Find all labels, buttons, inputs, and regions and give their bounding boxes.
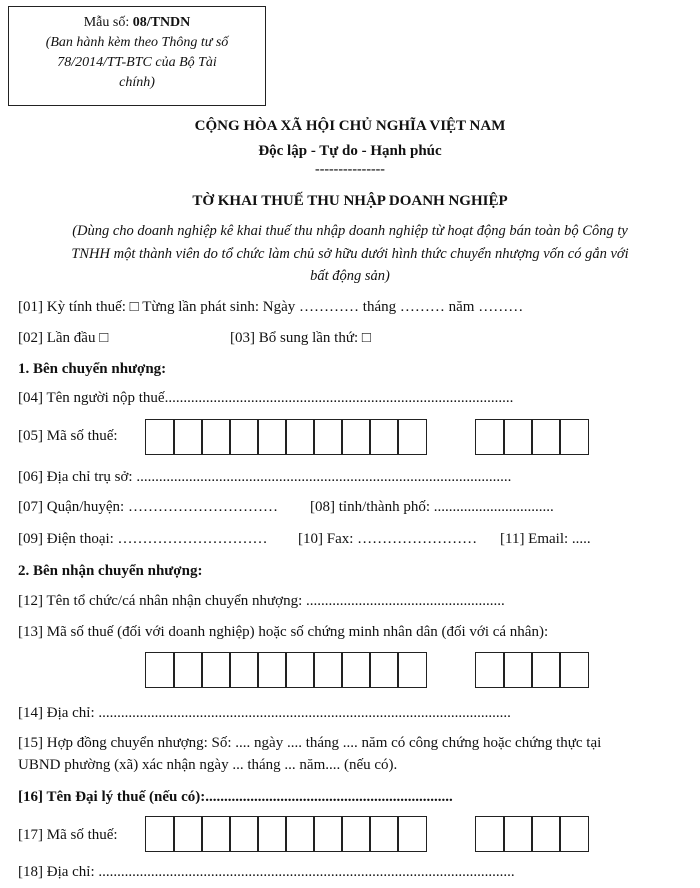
form-code-value: 08/TNDN	[132, 15, 191, 30]
field-14-address[interactable]: [14] Địa chỉ: ..............................................................................................................	[18, 705, 511, 721]
digit-box[interactable]	[475, 419, 505, 455]
section-2-transferee: 2. Bên nhận chuyển nhượng:	[18, 563, 203, 579]
field-15-contract-line1[interactable]: [15] Hợp đồng chuyển nhượng: Số: .... ngày .... tháng .... năm có công chứng hoặc chứng thực tại	[18, 735, 602, 751]
digit-box[interactable]	[341, 652, 371, 688]
digit-box[interactable]	[229, 419, 259, 455]
digit-box[interactable]	[559, 816, 589, 852]
field-05-tax-code-label: [05] Mã số thuế:	[18, 428, 118, 444]
field-09-phone[interactable]: [09] Điện thoại: …………………………	[18, 531, 268, 547]
digit-box[interactable]	[531, 419, 561, 455]
digit-box[interactable]	[397, 816, 427, 852]
digit-box[interactable]	[341, 816, 371, 852]
digit-box[interactable]	[313, 816, 343, 852]
digit-box[interactable]	[559, 419, 589, 455]
digit-box[interactable]	[397, 652, 427, 688]
subtitle-line2: TNHH một thành viên do tổ chức làm chủ sở hữu dưới hình thức chuyển nhượng vốn có gắn với	[71, 246, 629, 262]
tax-code-boxes-13[interactable]	[145, 652, 427, 688]
form-issued-line1: (Ban hành kèm theo Thông tư số	[45, 35, 229, 50]
digit-box[interactable]	[201, 652, 231, 688]
field-03-supplement[interactable]: [03] Bổ sung lần thứ: □	[230, 330, 371, 346]
digit-box[interactable]	[257, 419, 287, 455]
header-divider: ---------------	[315, 162, 385, 177]
digit-box[interactable]	[559, 652, 589, 688]
field-15-contract-line2[interactable]: UBND phường (xã) xác nhận ngày ... tháng ... năm.... (nếu có).	[18, 757, 398, 773]
digit-box[interactable]	[531, 652, 561, 688]
subtitle-line3: bất động sản)	[310, 268, 390, 284]
tax-code-suffix-boxes-13[interactable]	[475, 652, 589, 688]
digit-box[interactable]	[257, 652, 287, 688]
digit-box[interactable]	[531, 816, 561, 852]
form-code-box	[8, 6, 266, 106]
digit-box[interactable]	[201, 419, 231, 455]
digit-box[interactable]	[369, 652, 399, 688]
field-07-district[interactable]: [07] Quận/huyện: …………………………	[18, 499, 278, 515]
form-issued-line3: chính)	[119, 75, 155, 90]
digit-box[interactable]	[313, 652, 343, 688]
digit-box[interactable]	[173, 816, 203, 852]
digit-box[interactable]	[503, 419, 533, 455]
digit-box[interactable]	[475, 652, 505, 688]
tax-code-suffix-boxes-17[interactable]	[475, 816, 589, 852]
field-18-agent-address[interactable]: [18] Địa chỉ: ...............................................................................................................	[18, 864, 515, 880]
digit-box[interactable]	[503, 816, 533, 852]
field-01-tax-period[interactable]: [01] Kỳ tính thuế: □ Từng lần phát sinh: Ngày ………… tháng ……… năm ………	[18, 299, 524, 315]
tax-code-boxes-17[interactable]	[145, 816, 427, 852]
digit-box[interactable]	[145, 652, 175, 688]
field-04-taxpayer-name[interactable]: [04] Tên người nộp thuế.............................................................................................	[18, 390, 514, 406]
field-06-head-office[interactable]: [06] Địa chỉ trụ sở: ....................................................................................................	[18, 469, 512, 485]
field-10-fax[interactable]: [10] Fax: ……………………	[298, 531, 478, 547]
digit-box[interactable]	[201, 816, 231, 852]
field-08-province[interactable]: [08] tỉnh/thành phố: ................................	[310, 499, 554, 515]
digit-box[interactable]	[173, 652, 203, 688]
digit-box[interactable]	[229, 652, 259, 688]
digit-box[interactable]	[285, 816, 315, 852]
field-16-tax-agent[interactable]: [16] Tên Đại lý thuế (nếu có):..................................................................	[18, 789, 453, 805]
field-11-email[interactable]: [11] Email: .....	[500, 531, 591, 547]
field-12-transferee-name[interactable]: [12] Tên tổ chức/cá nhân nhận chuyển nhượng: .....................................................	[18, 593, 505, 609]
form-title: TỜ KHAI THUẾ THU NHẬP DOANH NGHIỆP	[192, 193, 508, 209]
digit-box[interactable]	[369, 816, 399, 852]
digit-box[interactable]	[341, 419, 371, 455]
digit-box[interactable]	[397, 419, 427, 455]
digit-box[interactable]	[503, 652, 533, 688]
digit-box[interactable]	[285, 652, 315, 688]
digit-box[interactable]	[313, 419, 343, 455]
form-code-label: Mẫu số:	[83, 15, 130, 30]
digit-box[interactable]	[475, 816, 505, 852]
section-1-transferor: 1. Bên chuyển nhượng:	[18, 361, 167, 377]
form-code-line	[9, 13, 265, 33]
national-motto: Độc lập - Tự do - Hạnh phúc	[258, 143, 442, 159]
field-13-tax-code-or-id: [13] Mã số thuế (đối với doanh nghiệp) hoặc số chứng minh nhân dân (đối với cá nhân):	[18, 624, 549, 640]
tax-code-boxes-05[interactable]	[145, 419, 427, 455]
field-17-tax-code-label: [17] Mã số thuế:	[18, 827, 118, 843]
digit-box[interactable]	[257, 816, 287, 852]
digit-box[interactable]	[369, 419, 399, 455]
subtitle-line1: (Dùng cho doanh nghiệp kê khai thuế thu nhập doanh nghiệp từ hoạt động bán toàn bộ Công ty	[72, 223, 628, 239]
digit-box[interactable]	[145, 419, 175, 455]
digit-box[interactable]	[173, 419, 203, 455]
form-issued-line2: 78/2014/TT-BTC của Bộ Tài	[57, 55, 217, 70]
country-name: CỘNG HÒA XÃ HỘI CHỦ NGHĨA VIỆT NAM	[194, 118, 506, 134]
digit-box[interactable]	[285, 419, 315, 455]
field-02-first-time[interactable]: [02] Lần đầu □	[18, 330, 109, 346]
tax-code-suffix-boxes-05[interactable]	[475, 419, 589, 455]
digit-box[interactable]	[145, 816, 175, 852]
digit-box[interactable]	[229, 816, 259, 852]
